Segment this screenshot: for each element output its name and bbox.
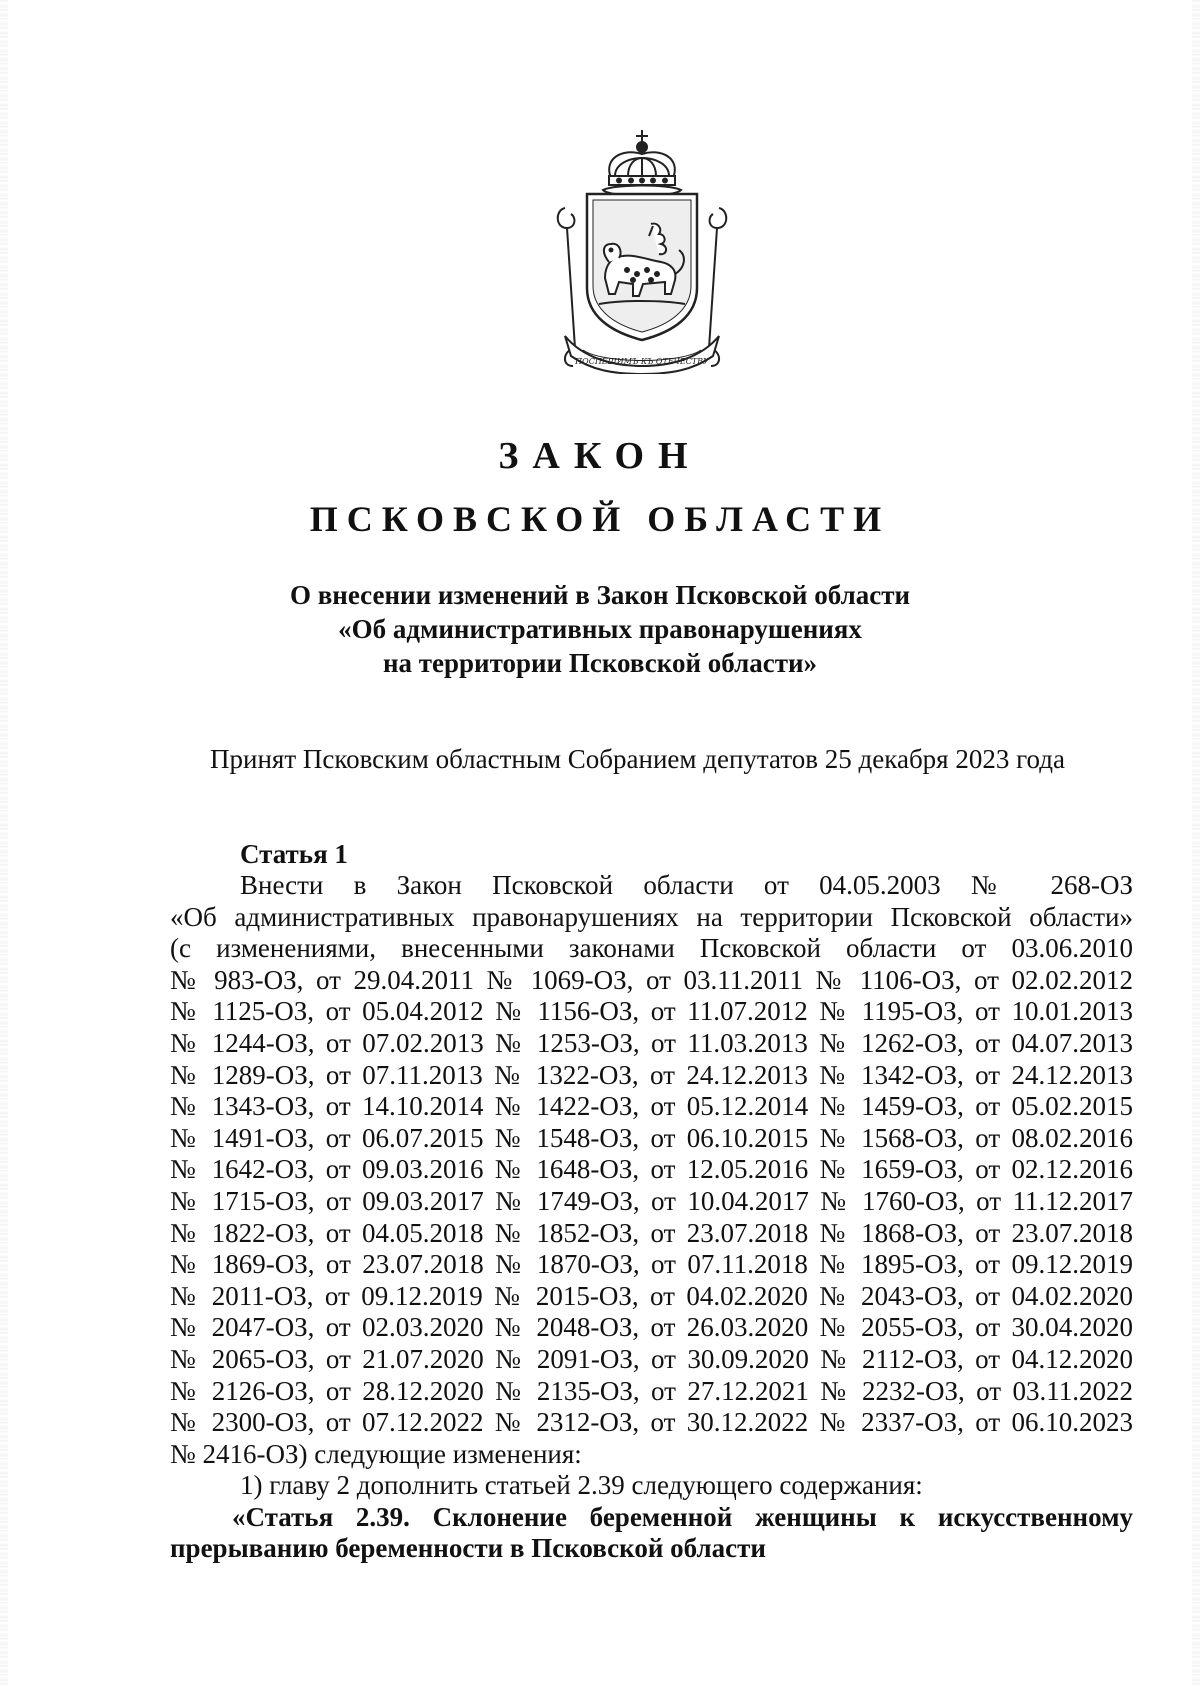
svg-text:ПОСПЕШИМЪ КЪ ОТЕЧЕСТВУ: ПОСПЕШИМЪ КЪ ОТЕЧЕСТВУ (575, 357, 709, 366)
scan-edge-left (0, 0, 8, 1686)
body-line: № 1491-ОЗ, от 06.07.2015 № 1548-ОЗ, от 06.10.2015 № 1568-ОЗ, от 08.02.2016 (170, 1122, 1133, 1153)
body-line: № 1715-ОЗ, от 09.03.2017 № 1749-ОЗ, от 10.04.2017 № 1760-ОЗ, от 11.12.2017 (170, 1185, 1133, 1216)
heading-line: на территории Псковской области» (382, 648, 818, 678)
body-line: Внести в Закон Псковской области от 04.05.2003 № 268-ОЗ (240, 870, 1133, 900)
body-line: № 2047-ОЗ, от 02.03.2020 № 2048-ОЗ, от 26.03.2020 № 2055-ОЗ, от 30.04.2020 (170, 1312, 1133, 1343)
item-line: 1) главу 2 дополнить статьей 2.39 следующего содержания: (240, 1470, 923, 1501)
adoption-statement: Принят Псковским областным Собранием депутатов 25 декабря 2023 года (210, 744, 1065, 774)
body-line: № 1343-ОЗ, от 14.10.2014 № 1422-ОЗ, от 05.12.2014 № 1459-ОЗ, от 05.02.2015 (170, 1091, 1133, 1122)
body-line: «Об административных правонарушениях на территории Псковской области» (170, 901, 1133, 932)
article-title: Статья 1 (240, 839, 348, 869)
law-subtitle: ПСКОВСКОЙ ОБЛАСТИ (309, 499, 891, 539)
body-line: (с изменениями, внесенными законами Псковской области от 03.06.2010 (170, 933, 1133, 964)
body-line: № 1642-ОЗ, от 09.03.2016 № 1648-ОЗ, от 12.05.2016 № 1659-ОЗ, от 02.12.2016 (170, 1154, 1133, 1185)
body-line: № 1244-ОЗ, от 07.02.2013 № 1253-ОЗ, от 11.03.2013 № 1262-ОЗ, от 04.07.2013 (170, 1027, 1133, 1058)
quoted-article-title: «Статья 2.39. Склонение беременной женщины к искусственному (232, 1501, 1133, 1532)
quoted-article-title-cont: прерыванию беременности в Псковской области (170, 1533, 766, 1564)
law-title: ЗАКОН (498, 435, 702, 477)
body-line: № 1289-ОЗ, от 07.11.2013 № 1322-ОЗ, от 24.12.2013 № 1342-ОЗ, от 24.12.2013 (170, 1059, 1133, 1090)
body-line: № 1822-ОЗ, от 04.05.2018 № 1852-ОЗ, от 23.07.2018 № 1868-ОЗ, от 23.07.2018 (170, 1217, 1133, 1248)
body-line: № 2065-ОЗ, от 21.07.2020 № 2091-ОЗ, от 30.09.2020 № 2112-ОЗ, от 04.12.2020 (170, 1343, 1133, 1374)
pskov-coat-of-arms-icon (553, 128, 731, 374)
body-line: № 2126-ОЗ, от 28.12.2020 № 2135-ОЗ, от 27.12.2021 № 2232-ОЗ, от 03.11.2022 (170, 1375, 1133, 1406)
body-line: № 1125-ОЗ, от 05.04.2012 № 1156-ОЗ, от 11.07.2012 № 1195-ОЗ, от 10.01.2013 (170, 996, 1133, 1027)
heading-line: «Об административных правонарушениях (338, 614, 862, 644)
document-heading (0, 578, 1200, 680)
article-body (170, 870, 1133, 1565)
body-line: № 1869-ОЗ, от 23.07.2018 № 1870-ОЗ, от 07.11.2018 № 1895-ОЗ, от 09.12.2019 (170, 1249, 1133, 1280)
scan-edge-right (1192, 0, 1200, 1686)
body-line: № 2416-ОЗ) следующие изменения: (170, 1438, 582, 1469)
body-line: № 2300-ОЗ, от 07.12.2022 № 2312-ОЗ, от 30.12.2022 № 2337-ОЗ, от 06.10.2023 (170, 1407, 1133, 1438)
body-line: № 2011-ОЗ, от 09.12.2019 № 2015-ОЗ, от 04.02.2020 № 2043-ОЗ, от 04.02.2020 (170, 1280, 1133, 1311)
body-line: № 983-ОЗ, от 29.04.2011 № 1069-ОЗ, от 03.11.2011 № 1106-ОЗ, от 02.02.2012 (170, 964, 1133, 995)
heading-line: О внесении изменений в Закон Псковской области (289, 580, 911, 610)
